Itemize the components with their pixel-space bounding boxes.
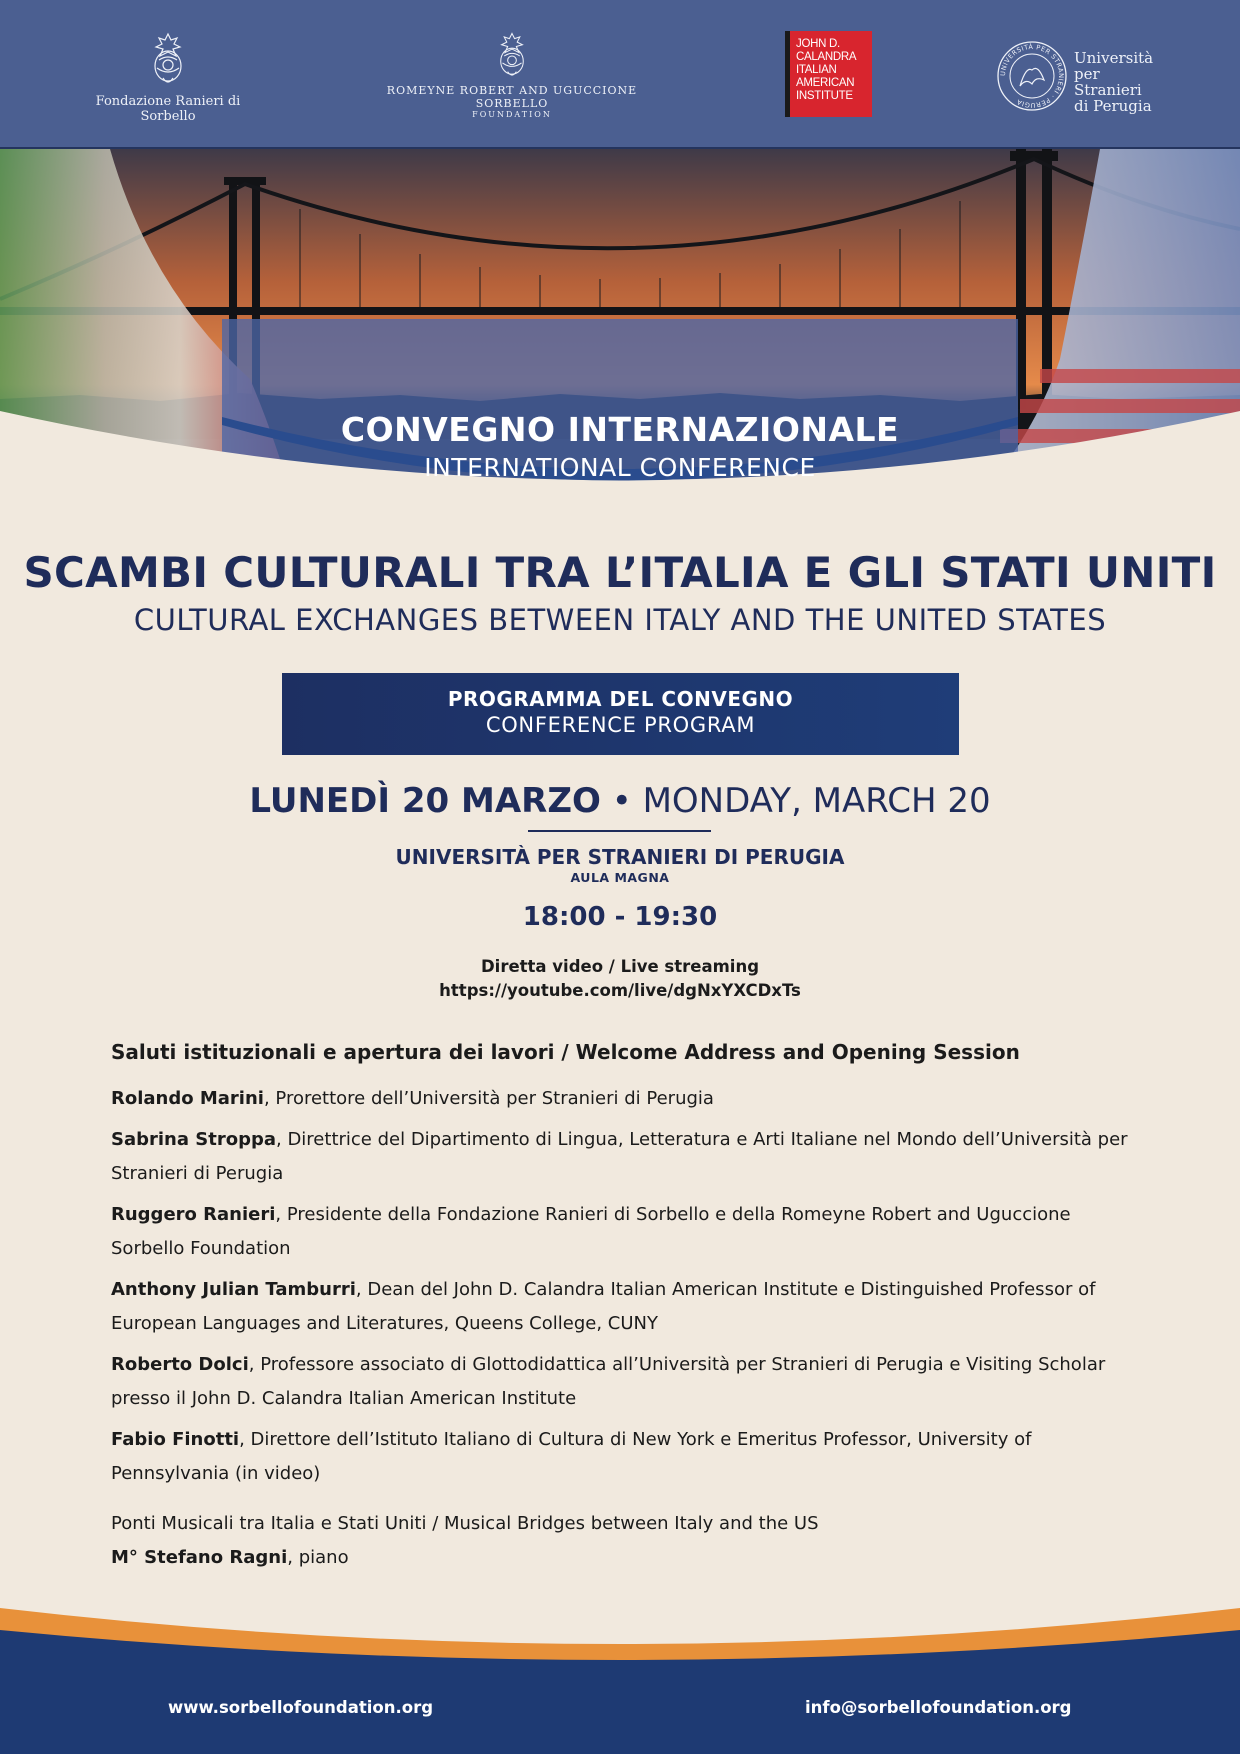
music-item xyxy=(111,1507,1131,1575)
calandra-institute-logo[interactable] xyxy=(785,31,872,117)
streaming-info xyxy=(0,955,1240,1003)
sorbello-foundation-name: Fondazione Ranieri di Sorbello xyxy=(95,94,241,124)
streaming-link[interactable]: https://youtube.com/live/dgNxYXCDxTs xyxy=(439,981,801,1000)
speaker-name: Fabio Finotti xyxy=(111,1429,240,1450)
unistra-line: Università xyxy=(1074,49,1154,67)
music-performer-line xyxy=(111,1541,1131,1575)
speaker-role: , Presidente della Fondazione Ranieri di Sorbello e della Romeyne Robert and Uguccione Sorbello Foundation xyxy=(111,1204,1071,1259)
footer-website-link[interactable]: www.sorbellofoundation.org xyxy=(168,1698,434,1717)
unistra-perugia-logo[interactable] xyxy=(996,40,1166,115)
speaker-name: Roberto Dolci xyxy=(111,1354,249,1375)
speaker-name: Anthony Julian Tamburri xyxy=(111,1279,356,1300)
speaker-role: , Dean del John D. Calandra Italian American Institute e Distinguished Professor of European Languages and Literatures, Queens College, CUNY xyxy=(111,1279,1096,1334)
calandra-line: AMERICAN xyxy=(796,77,855,89)
program-session xyxy=(111,1040,1131,1575)
speaker-name: Rolando Marini xyxy=(111,1088,264,1109)
event-title-it: SCAMBI CULTURALI TRA L’ITALIA E GLI STATI UNITI xyxy=(23,548,1217,597)
speaker-item xyxy=(111,1423,1131,1491)
speaker-role: , Direttore dell’Istituto Italiano di Cultura di New York e Emeritus Professor, University of Pennsylvania (in video) xyxy=(111,1429,1032,1484)
streaming-label: Diretta video / Live streaming xyxy=(480,957,760,976)
venue-room: AULA MAGNA xyxy=(570,870,670,885)
seal-ring-text: UNIVERSITÀ PER STRANIERI · PERUGIA xyxy=(998,42,1066,110)
calandra-line: ITALIAN xyxy=(796,64,837,76)
session-heading: Saluti istituzionali e apertura dei lavori / Welcome Address and Opening Session xyxy=(111,1040,1020,1064)
crest-icon xyxy=(143,30,193,90)
romeyne-foundation-name: ROMEYNE ROBERT AND UGUCCIONE SORBELLO xyxy=(386,84,638,110)
music-performer: M° Stefano Ragni xyxy=(111,1547,288,1568)
program-label-it: PROGRAMMA DEL CONVEGNO xyxy=(447,687,794,711)
conference-label-en: INTERNATIONAL CONFERENCE xyxy=(424,453,816,482)
program-label-en: CONFERENCE PROGRAM xyxy=(485,713,756,737)
calandra-line: JOHN D. xyxy=(796,38,840,50)
header-bar xyxy=(0,0,1240,149)
footer-band xyxy=(0,1600,1240,1754)
speaker-item xyxy=(111,1198,1131,1266)
program-banner xyxy=(282,673,959,755)
music-instrument: , piano xyxy=(287,1547,349,1568)
unistra-name xyxy=(1074,50,1166,114)
speaker-item xyxy=(111,1082,1131,1116)
calandra-line: CALANDRA xyxy=(796,51,857,63)
venue-name: UNIVERSITÀ PER STRANIERI DI PERUGIA xyxy=(395,845,845,869)
romeyne-sorbello-foundation-logo[interactable] xyxy=(362,30,662,119)
calandra-line: INSTITUTE xyxy=(796,90,853,102)
event-date xyxy=(0,781,1240,821)
footer-email-link[interactable]: info@sorbellofoundation.org xyxy=(805,1698,1072,1717)
romeyne-foundation-sub: FOUNDATION xyxy=(472,110,552,119)
date-en: MONDAY, MARCH 20 xyxy=(642,781,991,821)
university-seal-icon xyxy=(996,40,1068,112)
speaker-name: Ruggero Ranieri xyxy=(111,1204,276,1225)
sorbello-foundation-logo[interactable] xyxy=(78,30,258,124)
speaker-role: , Professore associato di Glottodidattica all’Università per Stranieri di Perugia e Visiting Scholar presso il John D. Calandra Italian American Institute xyxy=(111,1354,1106,1409)
conference-label-it: CONVEGNO INTERNAZIONALE xyxy=(340,410,900,449)
unistra-line: per Stranieri xyxy=(1074,65,1142,99)
unistra-line: di Perugia xyxy=(1074,97,1152,115)
speaker-item xyxy=(111,1273,1131,1341)
date-divider xyxy=(528,830,711,832)
crest-icon xyxy=(490,30,534,82)
speaker-item xyxy=(111,1348,1131,1416)
music-title: Ponti Musicali tra Italia e Stati Uniti / Musical Bridges between Italy and the US xyxy=(111,1513,819,1534)
event-time: 18:00 - 19:30 xyxy=(522,902,718,932)
event-title-en: CULTURAL EXCHANGES BETWEEN ITALY AND THE UNITED STATES xyxy=(133,603,1107,637)
speaker-role: , Direttrice del Dipartimento di Lingua, Letteratura e Arti Italiane nel Mondo dell’Università per Stranieri di Perugia xyxy=(111,1129,1128,1184)
date-it: LUNEDÌ 20 MARZO xyxy=(249,781,601,821)
date-separator: • xyxy=(600,781,643,821)
speaker-name: Sabrina Stroppa xyxy=(111,1129,276,1150)
speaker-item xyxy=(111,1123,1131,1191)
speaker-role: , Prorettore dell’Università per Stranieri di Perugia xyxy=(263,1088,714,1109)
